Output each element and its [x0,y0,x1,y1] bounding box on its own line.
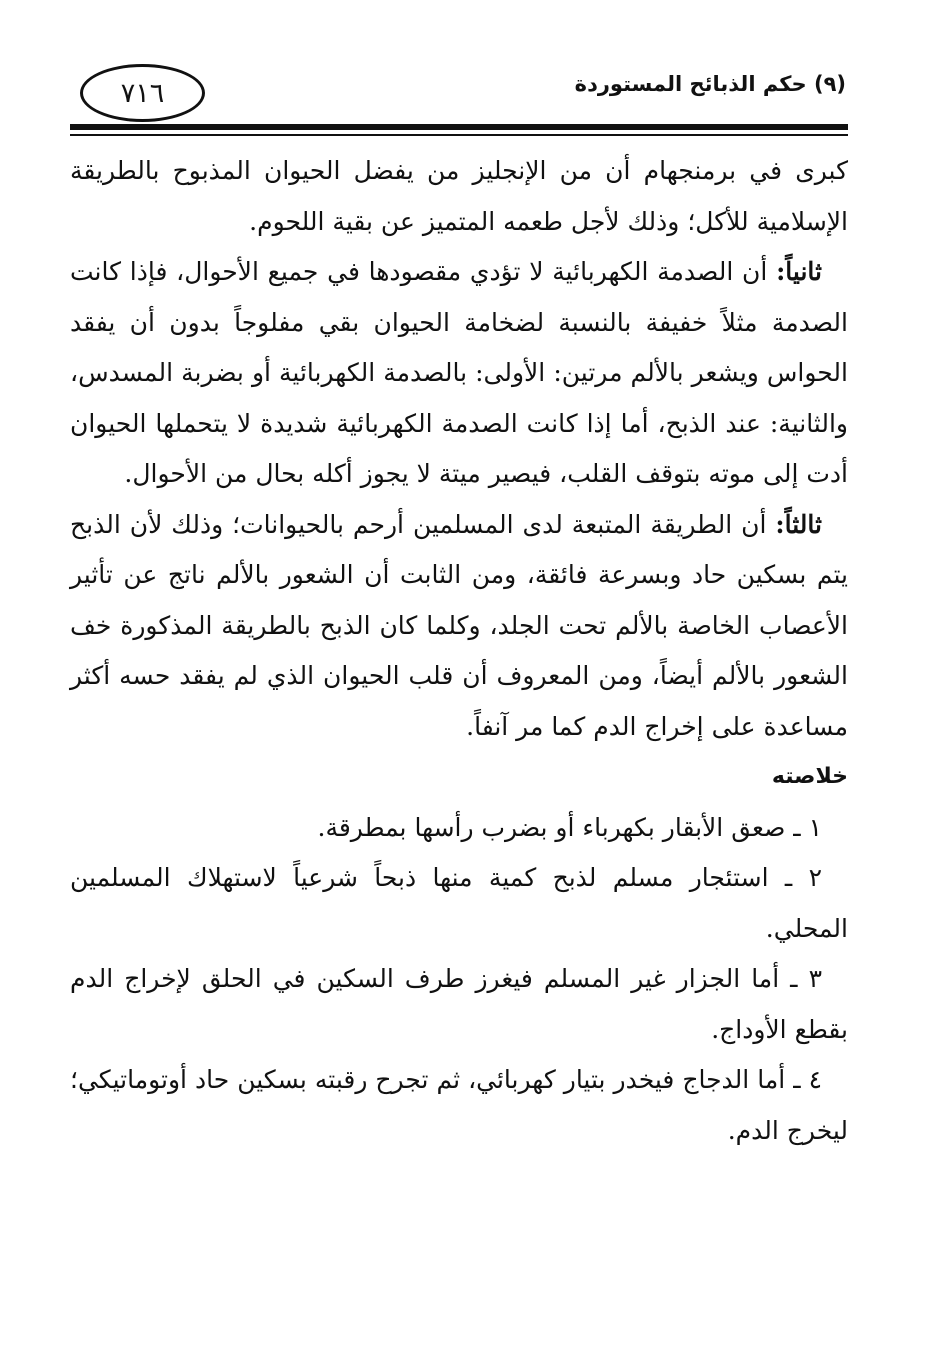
page-number: ٧١٦ [80,64,205,122]
paragraph-text-secondly: أن الصدمة الكهربائية لا تؤدي مقصودها في جميع الأحوال، فإذا كانت الصدمة مثلاً خفيفة بالنسبة لضخامة الحيوان بقي مفلوجاً بدون أن يفقد الحواس ويشعر بالألم مرتين: الأولى: بالصدمة الكهربائية أو بضربة المسدس، والثانية: عند الذبح، أما إذا كانت الصدمة الكهربائية شديدة لا يتحملها الحيوان أدت إلى موته بتوقف القلب، فيصير ميتة لا يجوز أكله بحال من الأحوال. [70,257,848,488]
paragraph-lead-secondly: ثانياً: [776,257,822,286]
summary-item-3: ٣ ـ أما الجزار غير المسلم فيغرز طرف السكين في الحلق لإخراج الدم بقطع الأوداج. [70,964,848,1044]
page-body [70,146,848,1156]
paragraph-text-thirdly: أن الطريقة المتبعة لدى المسلمين أرحم بالحيوانات؛ وذلك لأن الذبح يتم بسكين حاد وبسرعة فائقة، ومن الثابت أن الشعور بالألم ناتج عن تأثير الأعصاب الخاصة بالألم تحت الجلد، وكلما كان الذبح بالطريقة المذكورة خف الشعور بالألم أيضاً، ومن المعروف أن قلب الحيوان الذي لم يفقد حسه أكثر مساعدة على إخراج الدم كما مر آنفاً. [70,509,848,741]
header-rule-thin [70,134,848,136]
summary-item-4: ٤ ـ أما الدجاج فيخدر بتيار كهربائي، ثم تجرح رقبته بسكين حاد أوتوماتيكي؛ ليخرج الدم. [70,1065,848,1145]
paragraph-thirdly [70,500,848,753]
summary-heading: خلاصته [771,764,848,789]
header-rule-thick [70,124,848,130]
paragraph-continuation: كبرى في برمنجهام أن من الإنجليز من يفضل الحيوان المذبوح بالطريقة الإسلامية للأكل؛ وذلك لأجل طعمه المتميز عن بقية اللحوم. [70,156,848,236]
paragraph-secondly [70,247,848,500]
summary-item-2: ٢ ـ استئجار مسلم لذبح كمية منها ذبحاً شرعياً لاستهلاك المسلمين المحلي. [70,863,848,943]
paragraph-lead-thirdly: ثالثاً: [775,509,822,539]
page-header [70,60,846,120]
summary-item-1: ١ ـ صعق الأبقار بكهرباء أو بضرب رأسها بمطرقة. [317,812,822,842]
running-title: (٩) حكم الذبائح المستوردة [574,72,846,96]
